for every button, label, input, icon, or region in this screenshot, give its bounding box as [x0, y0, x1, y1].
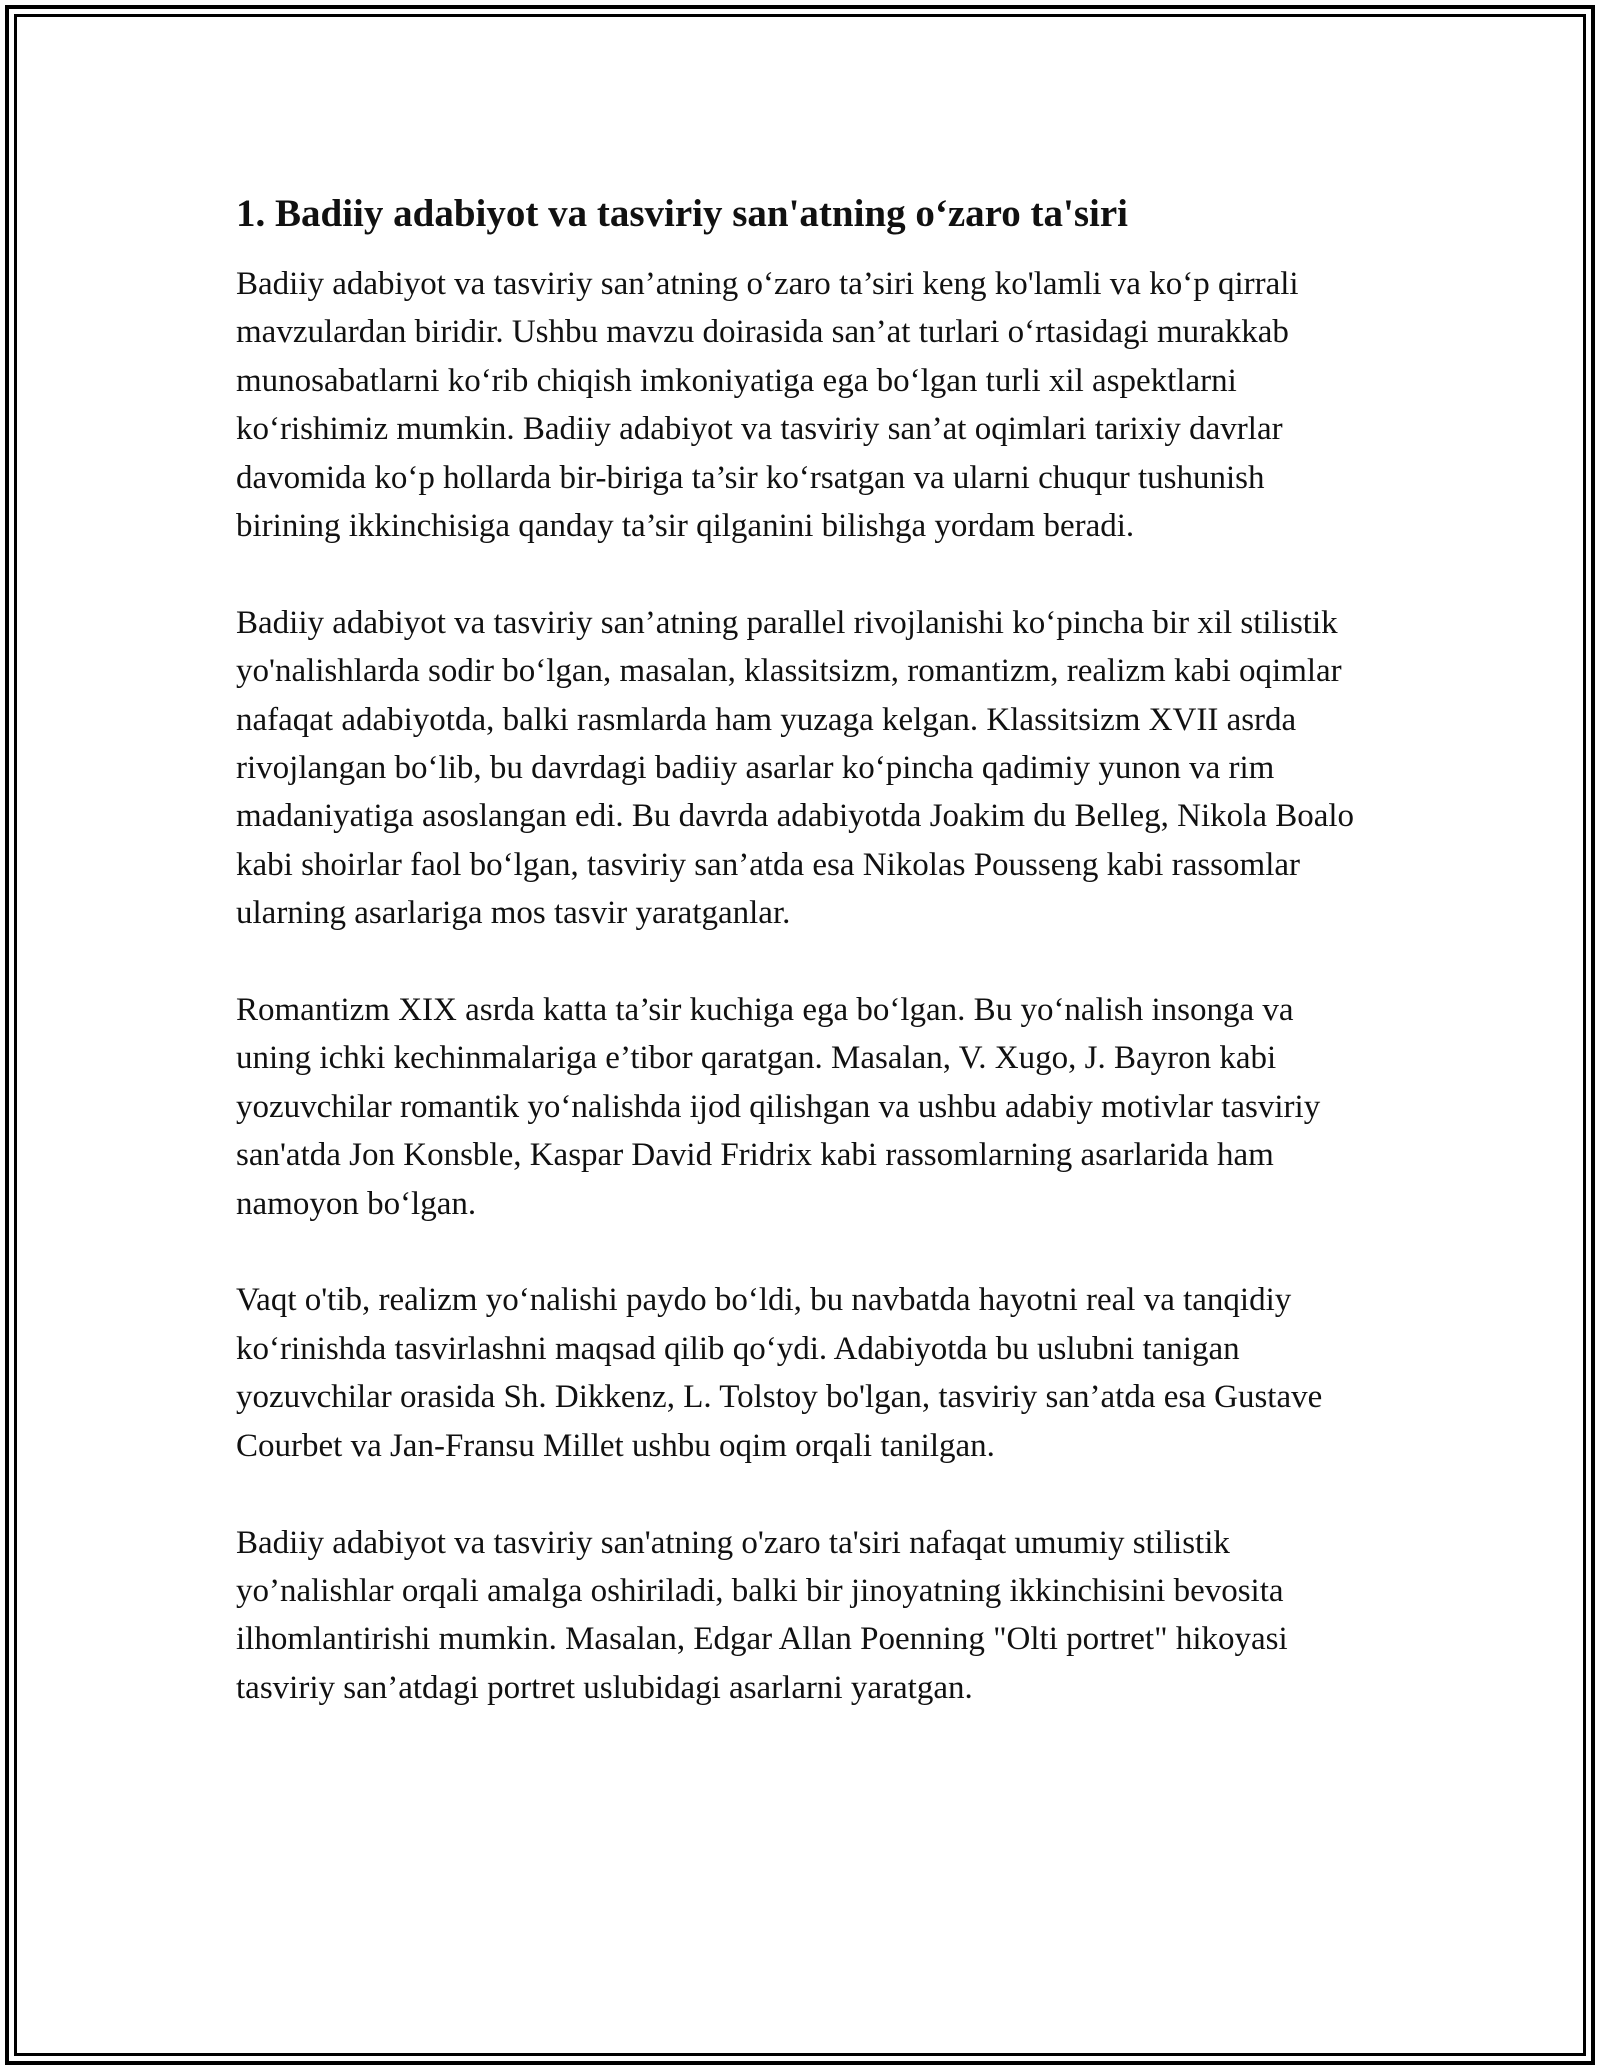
paragraph-3: Romantizm XIX asrda katta ta’sir kuchiga ega bo‘lgan. Bu yo‘nalish insonga va uning ichki kechinmalariga e’tibor qaratgan. Masalan, V. Xugo, J. Bayron kabi yozuvchilar romantik yo‘nalishda ijod qilishgan va ushbu adabiy motivlar tasviriy san'atda Jon Konsble, Kaspar David Fridrix kabi rassomlarning asarlarida ham namoyon bo‘lgan.	[236, 992, 1321, 1222]
paragraph-5: Badiiy adabiyot va tasviriy san'atning o'zaro ta'siri nafaqat umumiy stilistik yo’nalishlar orqali amalga oshiriladi, balki bir jinoyatning ikkinchisini bevosita ilhomlantirishi mumkin. Masalan, Edgar Allan Poenning "Olti portret" hikoyasi tasviriy san’atdagi portret uslubidagi asarlarni yaratgan.	[236, 1524, 1288, 1706]
section-heading: 1. Badiiy adabiyot va tasviriy san'atning o‘zaro ta'siri	[236, 192, 1129, 235]
paragraph-4: Vaqt o'tib, realizm yo‘nalishi paydo bo‘ldi, bu navbatda hayotni real va tanqidiy ko‘rinishda tasvirlashni maqsad qilib qo‘ydi. Adabiyotda bu uslubni tanigan yozuvchilar orasida Sh. Dikkenz, L. Tolstoy bo'lgan, tasviriy san’atda esa Gustave Courbet va Jan-Fransu Millet ushbu oqim orqali tanilgan.	[236, 1282, 1323, 1464]
paragraph-2: Badiiy adabiyot va tasviriy san’atning parallel rivojlanishi ko‘pincha bir xil stilistik yo'nalishlarda sodir bo‘lgan, masalan, klassitsizm, romantizm, realizm kabi oqimlar nafaqat adabiyotda, balki rasmlarda ham yuzaga kelgan. Klassitsizm XVII asrda rivojlangan bo‘lib, bu davrdagi badiiy asarlar ko‘pincha qadimiy yunon va rim madaniyatiga asoslangan edi. Bu davrda adabiyotda Joakim du Belleg, Nikola Boalo kabi shoirlar faol bo‘lgan, tasviriy san’atda esa Nikolas Pousseng kabi rassomlar ularning asarlariga mos tasvir yaratganlar.	[236, 604, 1355, 932]
paragraph-1: Badiiy adabiyot va tasviriy san’atning o‘zaro ta’siri keng ko'lamli va ko‘p qirrali mavzulardan biridir. Ushbu mavzu doirasida san’at turlari o‘rtasidagi murakkab munosabatlarni ko‘rib chiqish imkoniyatiga ega bo‘lgan turli xil aspektlarni ko‘rishimiz mumkin. Badiiy adabiyot va tasviriy san’at oqimlari tarixiy davrlar davomida ko‘p hollarda bir-biriga ta’sir ko‘rsatgan va ularni chuqur tushunish birining ikkinchisiga qanday ta’sir qilganini bilishga yordam beradi.	[236, 266, 1299, 545]
document-body	[236, 186, 1366, 1761]
